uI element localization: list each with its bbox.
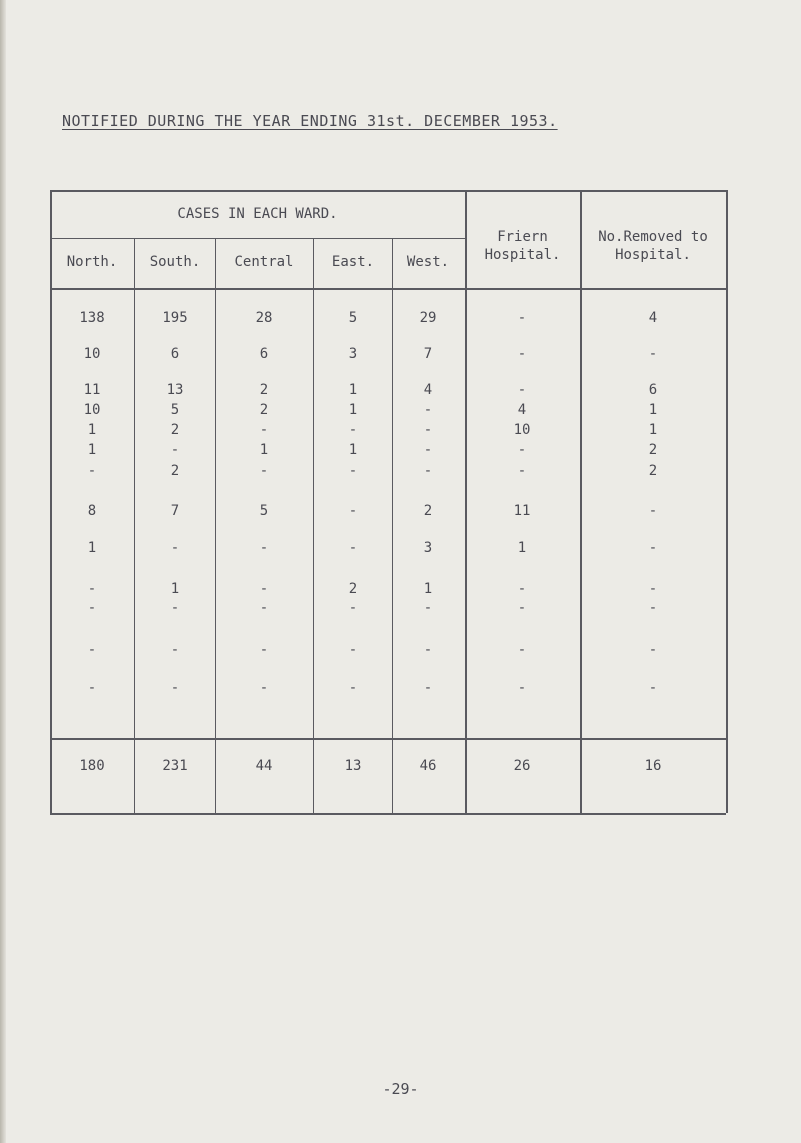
table-cell: - xyxy=(348,463,358,479)
table-cell: - xyxy=(87,642,97,658)
table-cell: 10 xyxy=(83,402,101,418)
table-cell: 2 xyxy=(259,402,269,418)
table-cell: 1 xyxy=(423,581,433,597)
total-cell: 26 xyxy=(513,758,531,774)
table-cell: 1 xyxy=(87,442,97,458)
table-cell: 29 xyxy=(419,310,437,326)
table-cell: - xyxy=(517,346,527,362)
table-cell: - xyxy=(423,442,433,458)
column-header-central: Central xyxy=(234,254,294,270)
column-rule xyxy=(215,238,216,813)
table-cell: 6 xyxy=(170,346,180,362)
table-cell: 4 xyxy=(423,382,433,398)
table-cell: - xyxy=(517,442,527,458)
column-rule xyxy=(392,238,393,813)
table-cell: 10 xyxy=(513,422,531,438)
table-cell: - xyxy=(348,600,358,616)
table-cell: 3 xyxy=(423,540,433,556)
table-cell: 138 xyxy=(79,310,105,326)
table-cell: - xyxy=(170,442,180,458)
table-cell: - xyxy=(259,642,269,658)
table-cell: - xyxy=(423,680,433,696)
total-cell: 180 xyxy=(79,758,105,774)
table-cell: - xyxy=(259,581,269,597)
column-header-north: North. xyxy=(66,254,118,270)
table-cell: 8 xyxy=(87,503,97,519)
table-cell: - xyxy=(259,463,269,479)
table-cell: - xyxy=(87,581,97,597)
table-cell: 1 xyxy=(648,402,658,418)
table-cell: - xyxy=(517,600,527,616)
page-heading: NOTIFIED DURING THE YEAR ENDING 31st. DECEMBER 1953. xyxy=(62,112,558,130)
ward-group-header: CASES IN EACH WARD. xyxy=(177,206,338,222)
table-cell: - xyxy=(259,600,269,616)
table-cell: 1 xyxy=(87,422,97,438)
table-cell: - xyxy=(259,422,269,438)
table-cell: 1 xyxy=(648,422,658,438)
table-cell: - xyxy=(348,642,358,658)
table-cell: 5 xyxy=(348,310,358,326)
table-cell: - xyxy=(648,540,658,556)
column-rule xyxy=(134,238,135,813)
table-cell: 2 xyxy=(648,463,658,479)
page-number: -29- xyxy=(382,1080,419,1098)
table-cell: 7 xyxy=(170,503,180,519)
table-cell: 1 xyxy=(170,581,180,597)
totals-top-rule xyxy=(50,738,726,740)
total-cell: 13 xyxy=(344,758,362,774)
column-rule-removed xyxy=(580,190,582,813)
table-cell: - xyxy=(170,600,180,616)
column-header-friern-hospital: Friern Hospital. xyxy=(484,229,561,263)
table-cell: - xyxy=(517,680,527,696)
table-cell: 1 xyxy=(87,540,97,556)
total-cell: 44 xyxy=(255,758,273,774)
table-cell: 2 xyxy=(259,382,269,398)
total-cell: 231 xyxy=(162,758,188,774)
table-cell: - xyxy=(87,600,97,616)
table-cell: 1 xyxy=(517,540,527,556)
table-cell: 1 xyxy=(348,382,358,398)
table-cell: 1 xyxy=(259,442,269,458)
column-header-east: East. xyxy=(331,254,375,270)
table-cell: 195 xyxy=(162,310,188,326)
column-header-removed-to-hospital: No.Removed to Hospital. xyxy=(598,229,708,263)
table-cell: - xyxy=(423,422,433,438)
table-cell: 2 xyxy=(648,442,658,458)
table-cell: - xyxy=(423,402,433,418)
table-cell: - xyxy=(517,382,527,398)
table-cell: 5 xyxy=(259,503,269,519)
table-cell: 11 xyxy=(513,503,531,519)
column-rule xyxy=(313,238,314,813)
table-cell: - xyxy=(517,463,527,479)
table-cell: - xyxy=(648,581,658,597)
table-cell: 7 xyxy=(423,346,433,362)
table-cell: - xyxy=(170,540,180,556)
table-cell: 11 xyxy=(83,382,101,398)
table-cell: - xyxy=(259,680,269,696)
table-cell: 1 xyxy=(348,402,358,418)
table-cell: - xyxy=(648,600,658,616)
table-bottom-rule xyxy=(50,813,726,815)
table-cell: 3 xyxy=(348,346,358,362)
table-cell: - xyxy=(648,346,658,362)
table-cell: 2 xyxy=(348,581,358,597)
table-cell: - xyxy=(517,310,527,326)
table-cell: - xyxy=(170,680,180,696)
table-cell: - xyxy=(348,680,358,696)
table-cell: - xyxy=(87,463,97,479)
column-header-south: South. xyxy=(149,254,201,270)
table-cell: - xyxy=(170,642,180,658)
table-cell: - xyxy=(348,540,358,556)
table-cell: 4 xyxy=(517,402,527,418)
table-cell: - xyxy=(423,600,433,616)
table-cell: 28 xyxy=(255,310,273,326)
table-cell: - xyxy=(259,540,269,556)
table-cell: 6 xyxy=(259,346,269,362)
table-left-rule xyxy=(50,190,52,813)
total-cell: 46 xyxy=(419,758,437,774)
total-cell: 16 xyxy=(644,758,662,774)
table-cell: - xyxy=(348,503,358,519)
table-cell: 5 xyxy=(170,402,180,418)
table-cell: - xyxy=(648,503,658,519)
table-cell: - xyxy=(648,642,658,658)
table-cell: 2 xyxy=(423,503,433,519)
column-header-west: West. xyxy=(406,254,450,270)
table-cell: 10 xyxy=(83,346,101,362)
table-cell: 13 xyxy=(166,382,184,398)
table-cell: - xyxy=(517,642,527,658)
table-cell: 2 xyxy=(170,463,180,479)
header-bottom-rule xyxy=(50,288,726,290)
column-rule-friern xyxy=(465,190,467,813)
table-cell: 6 xyxy=(648,382,658,398)
table-cell: 2 xyxy=(170,422,180,438)
table-cell: - xyxy=(423,642,433,658)
table-cell: 4 xyxy=(648,310,658,326)
table-cell: - xyxy=(87,680,97,696)
table-cell: - xyxy=(648,680,658,696)
ward-subheader-rule xyxy=(50,238,465,239)
table-cell: - xyxy=(423,463,433,479)
table-right-rule xyxy=(726,190,728,813)
table-top-rule xyxy=(50,190,726,192)
table-cell: - xyxy=(517,581,527,597)
table-cell: 1 xyxy=(348,442,358,458)
table-cell: - xyxy=(348,422,358,438)
